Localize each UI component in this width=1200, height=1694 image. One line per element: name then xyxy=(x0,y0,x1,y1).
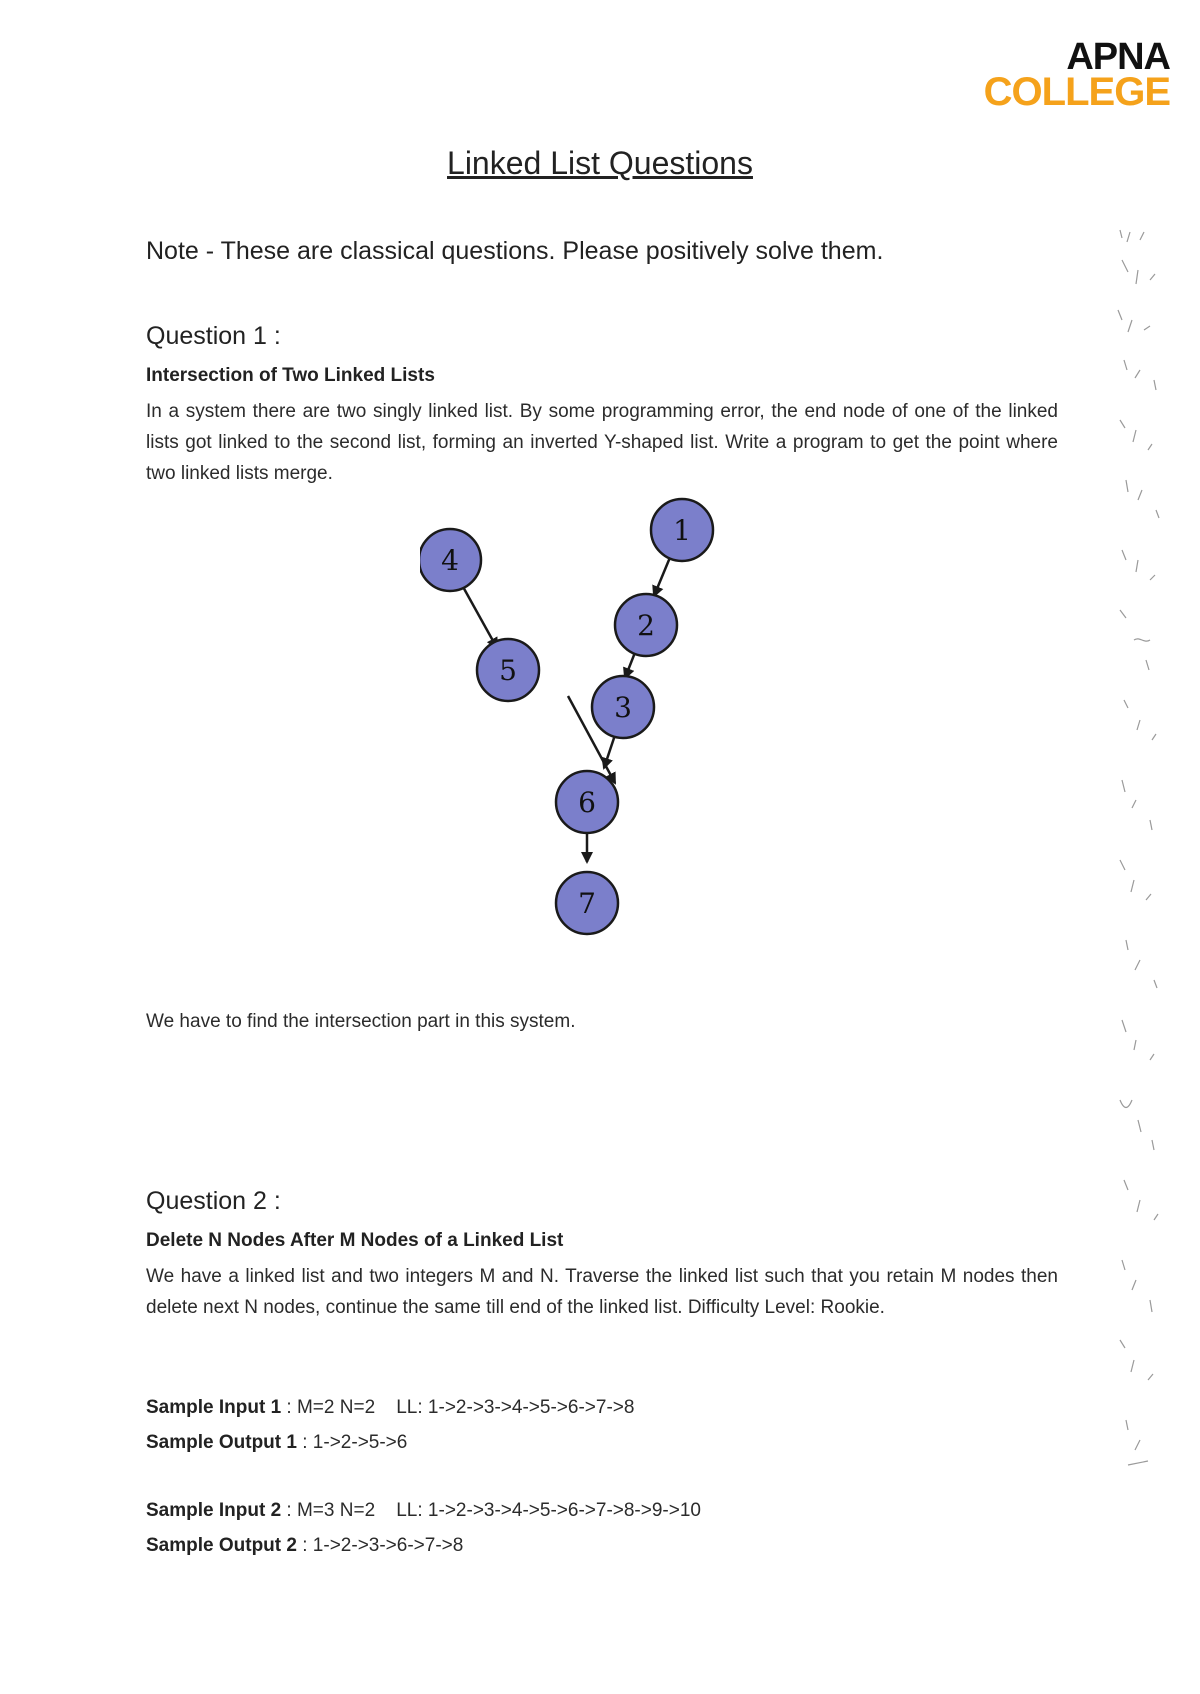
node-5 xyxy=(477,639,539,701)
question-2-subtitle: Delete N Nodes After M Nodes of a Linked List xyxy=(146,1230,564,1251)
linked-list-diagram xyxy=(420,495,780,960)
node-1 xyxy=(651,499,713,561)
diagram-svg xyxy=(420,495,780,955)
sample-output-1-label: Sample Output 1 xyxy=(146,1432,297,1453)
node-6-label: 6 xyxy=(578,786,596,819)
sample-input-1-value: : M=2 N=2 LL: 1->2->3->4->5->6->7->8 xyxy=(281,1397,635,1418)
node-4-label: 4 xyxy=(441,544,459,577)
node-1-label: 1 xyxy=(673,514,691,547)
sample-output-2 xyxy=(146,1535,463,1557)
sample-input-2-label: Sample Input 2 xyxy=(146,1500,282,1521)
sample-output-1-value: : 1->2->5->6 xyxy=(296,1432,408,1453)
edge-1-2 xyxy=(654,555,671,596)
question-2-heading: Question 2 : xyxy=(146,1187,281,1215)
question-2-description: We have a linked list and two integers M and N. Traverse the linked list such that you retain M nodes then delete next N nodes, continue the same till end of the linked list. Difficulty Level: Rookie. xyxy=(146,1266,1058,1318)
node-2-label: 2 xyxy=(637,609,655,642)
question-1-subtitle: Intersection of Two Linked Lists xyxy=(146,365,435,386)
question-1-description: In a system there are two singly linked list. By some programming error, the end node of one of the linked lists got linked to the second list, forming an inverted Y-shaped list. Write a program to get the point where two linked lists merge. xyxy=(146,401,1058,484)
apna-college-logo xyxy=(983,36,1170,115)
note-text: Note - These are classical questions. Please positively solve them. xyxy=(146,237,884,265)
margin-scribble-marks xyxy=(1110,220,1180,1480)
node-4 xyxy=(420,529,481,591)
logo-line-college: COLLEGE xyxy=(983,70,1170,115)
node-6 xyxy=(556,771,618,833)
node-3-label: 3 xyxy=(614,691,632,724)
sample-output-2-label: Sample Output 2 xyxy=(146,1535,297,1556)
sample-input-1-label: Sample Input 1 xyxy=(146,1397,282,1418)
node-3 xyxy=(592,676,654,738)
node-5-label: 5 xyxy=(499,654,517,687)
page-title: Linked List Questions xyxy=(447,145,753,181)
question-1-footer: We have to find the intersection part in this system. xyxy=(146,1011,576,1032)
sample-output-1 xyxy=(146,1432,407,1454)
logo-line-apna: APNA xyxy=(1066,36,1170,78)
sample-output-2-value: : 1->2->3->6->7->8 xyxy=(296,1535,464,1556)
edge-4-5 xyxy=(462,585,497,648)
node-2 xyxy=(615,594,677,656)
node-7-label: 7 xyxy=(578,887,596,920)
node-7 xyxy=(556,872,618,934)
sample-input-2 xyxy=(146,1500,701,1522)
sample-input-1 xyxy=(146,1397,634,1419)
question-1-heading: Question 1 : xyxy=(146,322,281,350)
sample-input-2-value: : M=3 N=2 LL: 1->2->3->4->5->6->7->8->9->10 xyxy=(281,1500,701,1521)
